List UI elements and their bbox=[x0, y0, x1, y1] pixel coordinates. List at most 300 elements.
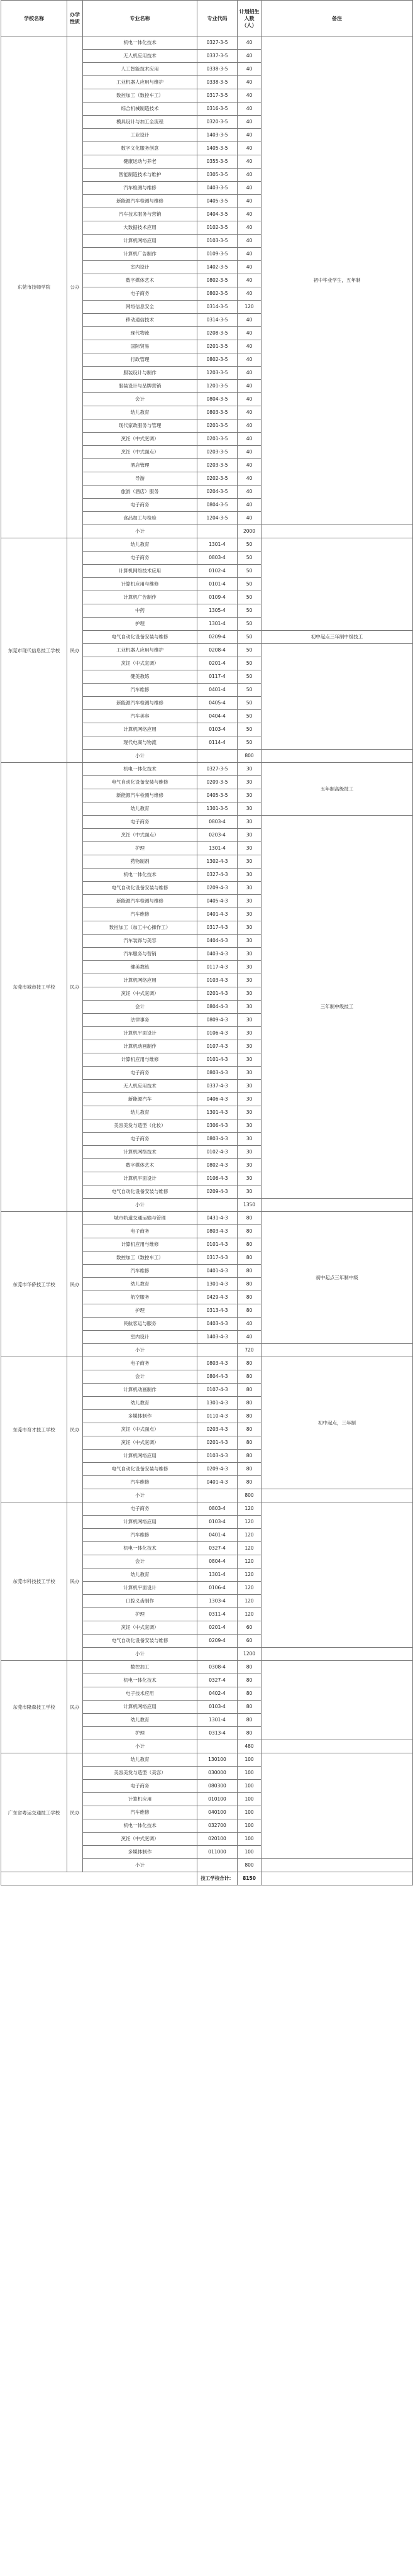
major-code: 1402-3-5 bbox=[197, 261, 238, 274]
plan-count: 80 bbox=[238, 1370, 262, 1384]
plan-count: 40 bbox=[238, 155, 262, 169]
major-name: 护理 bbox=[83, 1304, 197, 1318]
major-code: 0317-4-3 bbox=[197, 1252, 238, 1265]
table-header-row bbox=[1, 1, 413, 36]
major-name: 电子技术应用 bbox=[83, 1687, 197, 1701]
major-code: 0209-4-3 bbox=[197, 882, 238, 895]
major-code: 0117-4-3 bbox=[197, 961, 238, 974]
plan-count: 40 bbox=[238, 512, 262, 525]
major-code: 0106-4-3 bbox=[197, 1027, 238, 1040]
plan-count: 30 bbox=[238, 842, 262, 855]
plan-count: 40 bbox=[238, 142, 262, 155]
major-name: 导游 bbox=[83, 472, 197, 486]
major-name: 多媒体制作 bbox=[83, 1846, 197, 1859]
major-name: 烹饪（中式烹调） bbox=[83, 987, 197, 1001]
plan-count: 30 bbox=[238, 921, 262, 935]
major-name: 数字媒体艺术 bbox=[83, 274, 197, 287]
major-name: 幼儿教育 bbox=[83, 1397, 197, 1410]
major-name: 幼儿教育 bbox=[83, 1714, 197, 1727]
major-name: 幼儿教育 bbox=[83, 1568, 197, 1582]
subtotal-label: 小计 bbox=[83, 750, 197, 763]
major-code: 0804-4-3 bbox=[197, 1370, 238, 1384]
note bbox=[262, 1661, 413, 1740]
major-code: 0204-3-5 bbox=[197, 486, 238, 499]
header-type: 办学性质 bbox=[67, 1, 83, 36]
major-name: 幼儿教育 bbox=[83, 802, 197, 816]
subtotal-value: 2000 bbox=[238, 525, 262, 538]
plan-count: 40 bbox=[238, 89, 262, 103]
major-code: 0103-3-5 bbox=[197, 235, 238, 248]
plan-count: 40 bbox=[238, 50, 262, 63]
major-name: 健康运动与养老 bbox=[83, 155, 197, 169]
major-code: 0327-3-5 bbox=[197, 36, 238, 50]
major-name: 美容美发与造型（美容） bbox=[83, 1767, 197, 1780]
empty-cell bbox=[262, 1199, 413, 1212]
note: 初中毕业学生，五年制 bbox=[262, 36, 413, 525]
plan-count: 80 bbox=[238, 1687, 262, 1701]
major-code: 0803-3-5 bbox=[197, 406, 238, 419]
plan-count: 50 bbox=[238, 591, 262, 604]
major-name: 室内设计 bbox=[83, 1331, 197, 1344]
plan-count: 30 bbox=[238, 1185, 262, 1199]
empty-cell bbox=[197, 525, 238, 538]
empty-cell bbox=[262, 1740, 413, 1753]
major-code: 0404-4 bbox=[197, 710, 238, 723]
major-code: 0208-3-5 bbox=[197, 327, 238, 340]
plan-count: 50 bbox=[238, 657, 262, 670]
plan-count: 120 bbox=[238, 1555, 262, 1568]
plan-count: 40 bbox=[238, 287, 262, 301]
plan-count: 40 bbox=[238, 486, 262, 499]
major-code: 0803-4-3 bbox=[197, 1133, 238, 1146]
plan-count: 30 bbox=[238, 789, 262, 802]
major-code: 0804-4-3 bbox=[197, 1001, 238, 1014]
header-major: 专业名称 bbox=[83, 1, 197, 36]
school-name: 东莞市华侨技工学校 bbox=[1, 1212, 67, 1357]
note: 初中起点，三年制 bbox=[262, 1357, 413, 1489]
empty-cell bbox=[197, 1740, 238, 1753]
major-name: 计算机网络应用 bbox=[83, 723, 197, 736]
major-code: 0314-3-5 bbox=[197, 301, 238, 314]
plan-count: 30 bbox=[238, 961, 262, 974]
plan-count: 40 bbox=[238, 116, 262, 129]
plan-count: 120 bbox=[238, 1529, 262, 1542]
school-type: 民办 bbox=[67, 763, 83, 1212]
subtotal-label: 小计 bbox=[83, 1199, 197, 1212]
plan-count: 40 bbox=[238, 327, 262, 340]
plan-count: 100 bbox=[238, 1806, 262, 1819]
major-code: 0338-3-5 bbox=[197, 63, 238, 76]
plan-count: 40 bbox=[238, 248, 262, 261]
plan-count: 80 bbox=[238, 1252, 262, 1265]
plan-count: 40 bbox=[238, 472, 262, 486]
major-name: 电气自动化设备安装与维修 bbox=[83, 1463, 197, 1476]
major-name: 汽车维修 bbox=[83, 1476, 197, 1489]
plan-count: 30 bbox=[238, 869, 262, 882]
major-name: 食品加工与检验 bbox=[83, 512, 197, 525]
major-code: 0803-4-3 bbox=[197, 1357, 238, 1370]
major-name: 电气自动化设备安装与维修 bbox=[83, 631, 197, 644]
major-code: 0203-3-5 bbox=[197, 459, 238, 472]
plan-count: 40 bbox=[238, 393, 262, 406]
major-code: 0317-4-3 bbox=[197, 921, 238, 935]
major-name: 计算机网络应用 bbox=[83, 974, 197, 987]
subtotal-value: 480 bbox=[238, 1740, 262, 1753]
major-code: 0404-3-5 bbox=[197, 208, 238, 221]
major-name: 汽车美容 bbox=[83, 710, 197, 723]
table-row bbox=[1, 1212, 413, 1225]
major-code: 0401-4 bbox=[197, 684, 238, 697]
plan-count: 80 bbox=[238, 1661, 262, 1674]
major-code: 0406-4-3 bbox=[197, 1093, 238, 1106]
major-code: 1301-3-5 bbox=[197, 802, 238, 816]
plan-count: 40 bbox=[238, 499, 262, 512]
major-name: 新能源汽车检测与维修 bbox=[83, 789, 197, 802]
plan-count: 40 bbox=[238, 103, 262, 116]
plan-count: 40 bbox=[238, 1331, 262, 1344]
major-code: 0209-4 bbox=[197, 1635, 238, 1648]
major-name: 现代物流 bbox=[83, 327, 197, 340]
major-code: 0337-3-5 bbox=[197, 50, 238, 63]
plan-count: 60 bbox=[238, 1635, 262, 1648]
major-name: 现代电商与物流 bbox=[83, 736, 197, 750]
major-name: 数控加工（数控车工） bbox=[83, 1252, 197, 1265]
plan-count: 40 bbox=[238, 380, 262, 393]
plan-count: 30 bbox=[238, 1159, 262, 1172]
major-name: 无人机应用技术 bbox=[83, 1080, 197, 1093]
note: 三年制中级技工 bbox=[262, 816, 413, 1199]
plan-count: 40 bbox=[238, 36, 262, 50]
subtotal-value: 1200 bbox=[238, 1648, 262, 1661]
plan-count: 40 bbox=[238, 129, 262, 142]
plan-count: 80 bbox=[238, 1212, 262, 1225]
major-name: 计算机网络应用 bbox=[83, 1701, 197, 1714]
school-type: 民办 bbox=[67, 1502, 83, 1661]
empty-cell bbox=[197, 1344, 238, 1357]
plan-count: 80 bbox=[238, 1238, 262, 1252]
plan-count: 60 bbox=[238, 1621, 262, 1635]
major-code: 0431-4-3 bbox=[197, 1212, 238, 1225]
school-type: 民办 bbox=[67, 1212, 83, 1357]
major-code: 0103-4-3 bbox=[197, 1450, 238, 1463]
plan-count: 40 bbox=[238, 182, 262, 195]
plan-count: 80 bbox=[238, 1436, 262, 1450]
table-row bbox=[1, 36, 413, 50]
table-row bbox=[1, 538, 413, 552]
major-name: 电子商务 bbox=[83, 1067, 197, 1080]
major-name: 电子商务 bbox=[83, 1780, 197, 1793]
major-code: 1201-3-5 bbox=[197, 380, 238, 393]
major-code: 1301-4 bbox=[197, 1568, 238, 1582]
school-name: 广东省粤运交通技工学校 bbox=[1, 1753, 67, 1872]
plan-count: 80 bbox=[238, 1397, 262, 1410]
plan-count: 30 bbox=[238, 1027, 262, 1040]
major-name: 模具设计与加工全流程 bbox=[83, 116, 197, 129]
major-code: 0203-4 bbox=[197, 829, 238, 842]
major-name: 机电一体化技术 bbox=[83, 869, 197, 882]
plan-count: 30 bbox=[238, 1133, 262, 1146]
plan-count: 30 bbox=[238, 763, 262, 776]
major-name: 汽车维修 bbox=[83, 684, 197, 697]
plan-count: 40 bbox=[238, 314, 262, 327]
plan-count: 40 bbox=[238, 446, 262, 459]
major-code: 0405-3-5 bbox=[197, 789, 238, 802]
major-name: 护理 bbox=[83, 1608, 197, 1621]
major-code: 0313-4 bbox=[197, 1727, 238, 1740]
table-row bbox=[1, 1502, 413, 1516]
major-code: 0429-4-3 bbox=[197, 1291, 238, 1304]
major-code: 1301-4 bbox=[197, 538, 238, 552]
plan-count: 100 bbox=[238, 1780, 262, 1793]
plan-count: 100 bbox=[238, 1833, 262, 1846]
major-name: 计算机网络技术应用 bbox=[83, 565, 197, 578]
major-code: 0403-3-5 bbox=[197, 182, 238, 195]
major-name: 电子商务 bbox=[83, 1225, 197, 1238]
major-code: 0308-4 bbox=[197, 1661, 238, 1674]
plan-count: 40 bbox=[238, 76, 262, 89]
major-name: 数控加工 bbox=[83, 1661, 197, 1674]
major-name: 智能制造技术与维护 bbox=[83, 169, 197, 182]
school-name: 东莞市育才技工学校 bbox=[1, 1357, 67, 1502]
plan-count: 100 bbox=[238, 1793, 262, 1806]
plan-count: 30 bbox=[238, 776, 262, 789]
major-name: 护理 bbox=[83, 1727, 197, 1740]
plan-count: 80 bbox=[238, 1304, 262, 1318]
major-name: 计算机平面设计 bbox=[83, 1027, 197, 1040]
major-code: 020100 bbox=[197, 1833, 238, 1846]
enrollment-table bbox=[1, 0, 413, 1885]
major-name: 幼儿教育 bbox=[83, 538, 197, 552]
subtotal-value: 1350 bbox=[238, 1199, 262, 1212]
major-code: 0403-4-3 bbox=[197, 948, 238, 961]
plan-count: 30 bbox=[238, 908, 262, 921]
plan-count: 50 bbox=[238, 723, 262, 736]
major-name: 幼儿教育 bbox=[83, 1753, 197, 1767]
plan-count: 100 bbox=[238, 1846, 262, 1859]
major-name: 汽车技术服务与营销 bbox=[83, 208, 197, 221]
major-name: 护理 bbox=[83, 618, 197, 631]
plan-count: 30 bbox=[238, 1001, 262, 1014]
major-name: 烹饪（中式烹调） bbox=[83, 1833, 197, 1846]
major-code: 1301-4-3 bbox=[197, 1397, 238, 1410]
major-name: 烹饪（中式烹调） bbox=[83, 657, 197, 670]
major-name: 大数据技术应用 bbox=[83, 221, 197, 235]
empty-cell bbox=[197, 1648, 238, 1661]
major-name: 计算机广告制作 bbox=[83, 591, 197, 604]
plan-count: 80 bbox=[238, 1714, 262, 1727]
major-code: 0402-4 bbox=[197, 1687, 238, 1701]
plan-count: 100 bbox=[238, 1767, 262, 1780]
major-code: 0102-4 bbox=[197, 565, 238, 578]
major-code: 0106-4-3 bbox=[197, 1172, 238, 1185]
major-code: 0103-4 bbox=[197, 723, 238, 736]
plan-count: 120 bbox=[238, 301, 262, 314]
major-name: 电气自动化设备安装与维修 bbox=[83, 1635, 197, 1648]
major-code: 0327-3-5 bbox=[197, 763, 238, 776]
major-code: 0114-4 bbox=[197, 736, 238, 750]
major-code: 1302-4-3 bbox=[197, 855, 238, 869]
major-code: 0337-4-3 bbox=[197, 1080, 238, 1093]
major-code: 0209-4-3 bbox=[197, 1463, 238, 1476]
plan-count: 30 bbox=[238, 802, 262, 816]
plan-count: 40 bbox=[238, 274, 262, 287]
header-note: 备注 bbox=[262, 1, 413, 36]
major-name: 烹饪（中式烹调） bbox=[83, 1436, 197, 1450]
school-type: 民办 bbox=[67, 1357, 83, 1502]
plan-count: 30 bbox=[238, 1093, 262, 1106]
note: 五年制高级技工 bbox=[262, 763, 413, 816]
major-name: 计算机网络应用 bbox=[83, 235, 197, 248]
major-name: 计算机网络应用 bbox=[83, 1450, 197, 1463]
plan-count: 50 bbox=[238, 618, 262, 631]
major-name: 新能源汽车检测与维修 bbox=[83, 195, 197, 208]
plan-count: 50 bbox=[238, 644, 262, 657]
major-code: 1403-3-5 bbox=[197, 129, 238, 142]
subtotal-value: 800 bbox=[238, 750, 262, 763]
major-code: 0327-4-3 bbox=[197, 869, 238, 882]
plan-count: 30 bbox=[238, 935, 262, 948]
major-code: 011000 bbox=[197, 1846, 238, 1859]
major-name: 旅游（酒店）服务 bbox=[83, 486, 197, 499]
plan-count: 40 bbox=[238, 169, 262, 182]
major-name: 计算机应用与维修 bbox=[83, 578, 197, 591]
major-name: 机电一体化技术 bbox=[83, 1819, 197, 1833]
major-name: 服装设计与品牌营销 bbox=[83, 380, 197, 393]
major-code: 0107-4-3 bbox=[197, 1384, 238, 1397]
major-code: 0110-4-3 bbox=[197, 1410, 238, 1423]
plan-count: 80 bbox=[238, 1278, 262, 1291]
major-name: 多媒体制作 bbox=[83, 1410, 197, 1423]
major-name: 会计 bbox=[83, 393, 197, 406]
major-code: 0355-3-5 bbox=[197, 155, 238, 169]
major-name: 新能源汽车检测与维修 bbox=[83, 697, 197, 710]
major-name: 行政管理 bbox=[83, 353, 197, 367]
empty-cell bbox=[262, 525, 413, 538]
plan-count: 50 bbox=[238, 552, 262, 565]
major-name: 法律事务 bbox=[83, 1014, 197, 1027]
major-code: 0201-4-3 bbox=[197, 987, 238, 1001]
major-name: 计算机应用与维修 bbox=[83, 1053, 197, 1067]
school-name: 东莞市科技技工学校 bbox=[1, 1502, 67, 1661]
major-name: 幼儿教育 bbox=[83, 1278, 197, 1291]
major-code: 0405-4 bbox=[197, 697, 238, 710]
major-code: 0327-4 bbox=[197, 1542, 238, 1555]
major-name: 电子商务 bbox=[83, 287, 197, 301]
school-name: 东莞市城市技工学校 bbox=[1, 763, 67, 1212]
major-name: 计算机平面设计 bbox=[83, 1172, 197, 1185]
major-name: 烹饪（中式烹调） bbox=[83, 1621, 197, 1635]
major-code: 0209-4 bbox=[197, 631, 238, 644]
major-name: 烹饪（中式面点） bbox=[83, 446, 197, 459]
major-code: 0306-4-3 bbox=[197, 1119, 238, 1133]
plan-count: 30 bbox=[238, 987, 262, 1001]
header-school: 学校名称 bbox=[1, 1, 67, 36]
major-code: 0208-4 bbox=[197, 644, 238, 657]
plan-count: 50 bbox=[238, 538, 262, 552]
empty-cell bbox=[262, 1859, 413, 1872]
plan-count: 100 bbox=[238, 1819, 262, 1833]
major-name: 计算机网络应用 bbox=[83, 1516, 197, 1529]
school-type: 民办 bbox=[67, 1753, 83, 1872]
subtotal-label: 小计 bbox=[83, 1344, 197, 1357]
major-name: 电子商务 bbox=[83, 1133, 197, 1146]
major-code: 0803-4 bbox=[197, 552, 238, 565]
school-type: 公办 bbox=[67, 36, 83, 538]
major-name: 汽车检测与维修 bbox=[83, 182, 197, 195]
major-code: 0101-4-3 bbox=[197, 1053, 238, 1067]
major-name: 计算机广告制作 bbox=[83, 248, 197, 261]
major-name: 会计 bbox=[83, 1555, 197, 1568]
note: 初中起点三年制中级技工 bbox=[262, 631, 413, 644]
major-name: 计算机动画制作 bbox=[83, 1384, 197, 1397]
note bbox=[262, 1502, 413, 1648]
major-name: 计算机网络技术 bbox=[83, 1146, 197, 1159]
major-code: 0311-4 bbox=[197, 1608, 238, 1621]
major-code: 0804-3-5 bbox=[197, 393, 238, 406]
major-code: 0405-3-5 bbox=[197, 195, 238, 208]
major-code: 0202-3-5 bbox=[197, 472, 238, 486]
plan-count: 40 bbox=[238, 195, 262, 208]
major-name: 计算机平面设计 bbox=[83, 1582, 197, 1595]
major-name: 数字文化服务创意 bbox=[83, 142, 197, 155]
plan-count: 40 bbox=[238, 63, 262, 76]
table-row bbox=[1, 1753, 413, 1767]
grand-total-row bbox=[1, 1872, 413, 1885]
major-name: 汽车维修 bbox=[83, 908, 197, 921]
major-name: 电子商务 bbox=[83, 1357, 197, 1370]
plan-count: 30 bbox=[238, 1080, 262, 1093]
major-name: 数字媒体艺术 bbox=[83, 1159, 197, 1172]
major-name: 汽车服务与营销 bbox=[83, 948, 197, 961]
major-code: 0803-4 bbox=[197, 816, 238, 829]
major-code: 0103-4-3 bbox=[197, 974, 238, 987]
major-code: 0109-3-5 bbox=[197, 248, 238, 261]
major-code: 0320-3-5 bbox=[197, 116, 238, 129]
major-name: 网络信息安全 bbox=[83, 301, 197, 314]
plan-count: 80 bbox=[238, 1265, 262, 1278]
plan-count: 40 bbox=[238, 221, 262, 235]
major-code: 1305-4 bbox=[197, 604, 238, 618]
plan-count: 40 bbox=[238, 353, 262, 367]
major-code: 0102-3-5 bbox=[197, 221, 238, 235]
plan-count: 50 bbox=[238, 565, 262, 578]
plan-count: 50 bbox=[238, 736, 262, 750]
table-row bbox=[1, 763, 413, 776]
major-name: 中药 bbox=[83, 604, 197, 618]
major-name: 护理 bbox=[83, 842, 197, 855]
plan-count: 30 bbox=[238, 1146, 262, 1159]
major-name: 计算机动画制作 bbox=[83, 1040, 197, 1053]
plan-count: 50 bbox=[238, 578, 262, 591]
plan-count: 80 bbox=[238, 1701, 262, 1714]
plan-count: 30 bbox=[238, 1053, 262, 1067]
major-name: 人工智能技术应用 bbox=[83, 63, 197, 76]
plan-count: 30 bbox=[238, 1172, 262, 1185]
subtotal-value: 800 bbox=[238, 1489, 262, 1502]
plan-count: 120 bbox=[238, 1608, 262, 1621]
plan-count: 30 bbox=[238, 974, 262, 987]
major-code: 1301-4 bbox=[197, 842, 238, 855]
major-code: 0804-3-5 bbox=[197, 499, 238, 512]
major-name: 电子商务 bbox=[83, 1502, 197, 1516]
table-row bbox=[1, 1661, 413, 1674]
major-name: 服装设计与制作 bbox=[83, 367, 197, 380]
plan-count: 40 bbox=[238, 1318, 262, 1331]
school-type: 民办 bbox=[67, 538, 83, 763]
major-name: 机电一体化技术 bbox=[83, 763, 197, 776]
major-code: 0103-4 bbox=[197, 1701, 238, 1714]
major-code: 010100 bbox=[197, 1793, 238, 1806]
